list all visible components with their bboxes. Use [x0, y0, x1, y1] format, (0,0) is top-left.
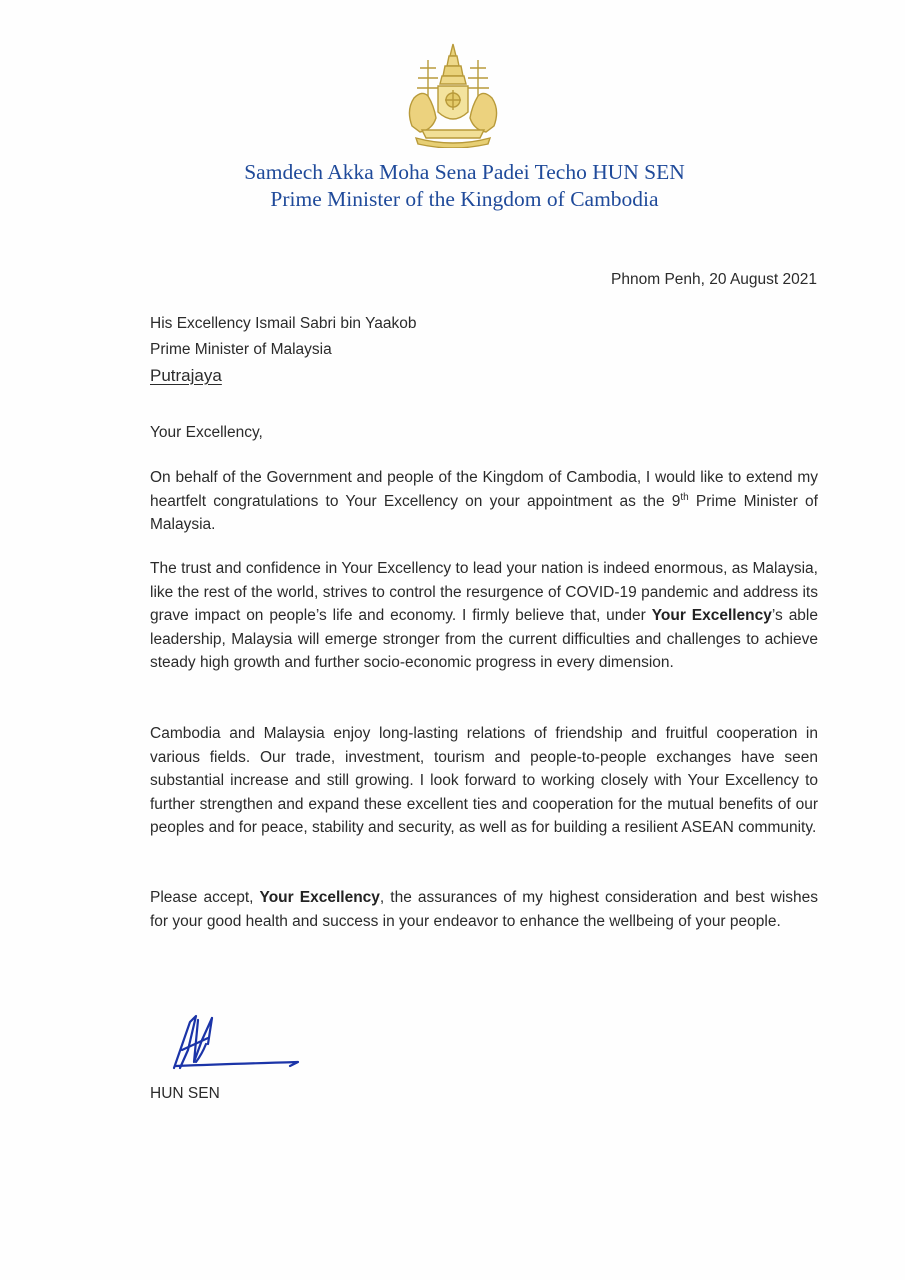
letter-date: Phnom Penh, 20 August 2021: [611, 271, 817, 288]
paragraph-4: Please accept, Your Excellency, the assurances of my highest consideration and best wishes for your good health and success in your endeavor to enhance the wellbeing of your people.: [150, 889, 818, 930]
handwritten-signature-icon: [168, 1010, 303, 1075]
recipient-title: Prime Minister of Malaysia: [150, 341, 332, 358]
royal-arms-of-cambodia-icon: [398, 40, 508, 148]
paragraph-2: The trust and confidence in Your Excellency to lead your nation is indeed enormous, as Malaysia, like the rest of the world, strives to control the resurgence of COVID-19 pandemic and address its grave impact on people’s life and economy. I firmly believe that, under Your Excellency’s able leadership, Malaysia will emerge stronger from the current difficulties and challenges to achieve steady high growth and further socio-economic progress in every dimension.: [150, 560, 818, 672]
recipient-city: Putrajaya: [150, 366, 222, 385]
paragraph-3: Cambodia and Malaysia enjoy long-lasting relations of friendship and fruitful cooperation in various fields. Our trade, investment, tourism and people-to-people exchanges have seen substantial increase and still growing. I look forward to working closely with Your Excellency to further strengthen and expand these excellent ties and cooperation for the mutual benefits of our peoples and for peace, stability and security, as well as for building a resilient ASEAN community.: [150, 725, 818, 837]
signer-name: HUN SEN: [150, 1085, 220, 1102]
recipient-name: His Excellency Ismail Sabri bin Yaakob: [150, 315, 417, 332]
paragraph-1: On behalf of the Government and people of the Kingdom of Cambodia, I would like to extend my heartfelt congratulations to Your Excellency on your appointment as the 9th Prime Minister of Malaysia.: [150, 469, 818, 534]
letterhead-title: Prime Minister of the Kingdom of Cambodia: [270, 187, 659, 211]
letterhead-name: Samdech Akka Moha Sena Padei Techo HUN SEN: [244, 160, 685, 184]
salutation: Your Excellency,: [150, 424, 263, 441]
